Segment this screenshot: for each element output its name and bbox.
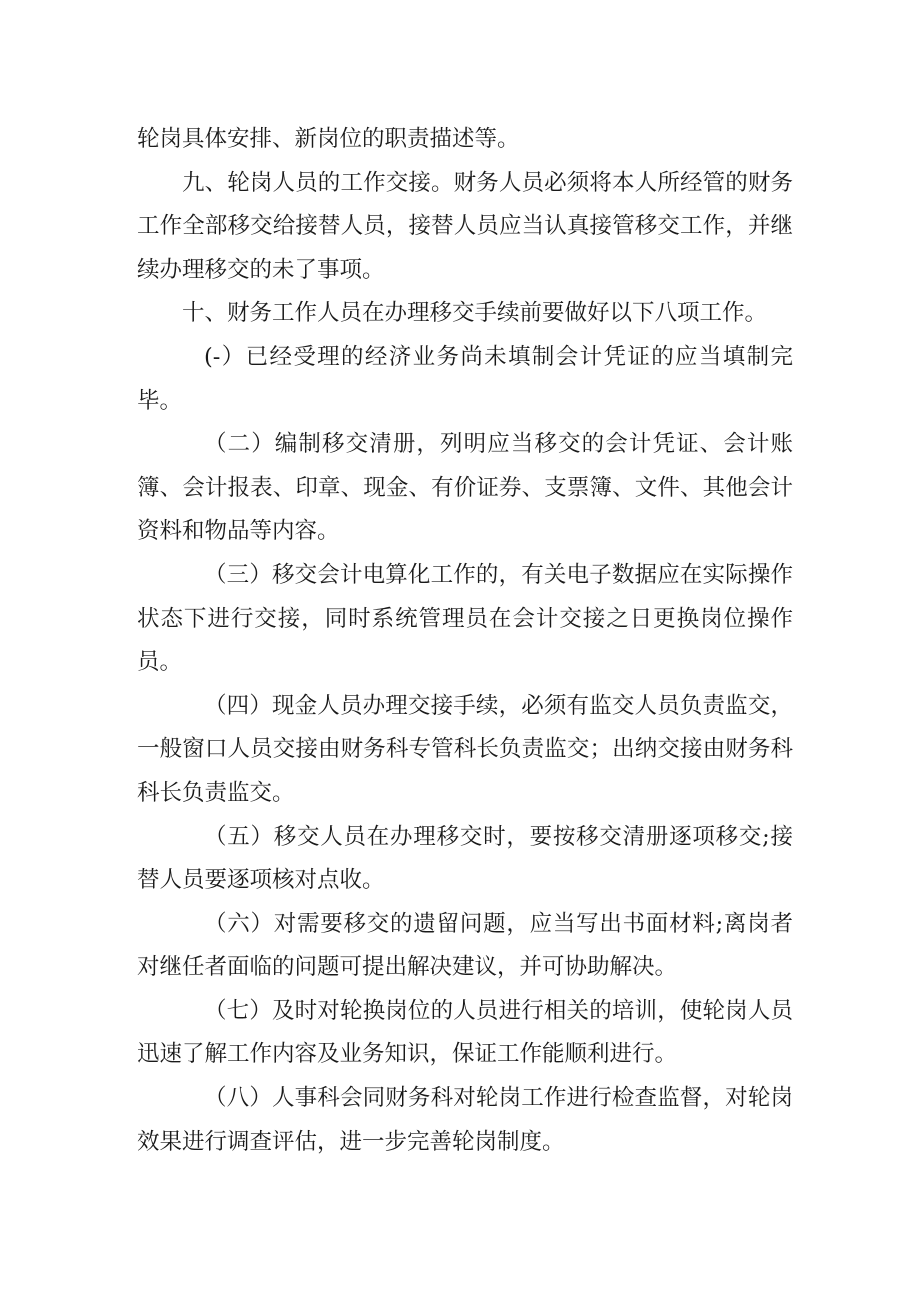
paragraph-subitem-5: （五）移交人员在办理移交时，要按移交清册逐项移交;接替人员要逐项核对点收。 — [137, 823, 793, 894]
paragraph-subitem-7: （七）及时对轮换岗位的人员进行相关的培训，使轮岗人员迅速了解工作内容及业务知识，保证工作能顺利进行。 — [137, 997, 793, 1068]
paragraph-item-10: 十、财务工作人员在办理移交手续前要做好以下八项工作。 — [182, 300, 768, 327]
paragraph-subitem-8: （八）人事科会同财务科对轮岗工作进行检查监督，对轮岗效果进行调查评估，进一步完善轮岗制度。 — [137, 1085, 793, 1155]
paragraph-subitem-2: （二）编制移交清册，列明应当移交的会计凭证、会计账簿、会计报表、印章、现金、有价证券、支票簿、文件、其他会计资料和物品等内容。 — [137, 431, 793, 545]
paragraph-subitem-1: (-）已经受理的经济业务尚未填制会计凭证的应当填制完毕。 — [137, 343, 793, 414]
paragraph-subitem-6: （六）对需要移交的遗留问题，应当写出书面材料;离岗者对继任者面临的问题可提出解决建议，并可协助解决。 — [137, 910, 793, 981]
paragraph-subitem-4: （四）现金人员办理交接手续，必须有监交人员负责监交，一般窗口人员交接由财务科专管科长负责监交；出纳交接由财务科科长负责监交。 — [137, 692, 793, 806]
paragraph-continued: 轮岗具体安排、新岗位的职责描述等。 — [137, 126, 520, 152]
paragraph-subitem-3: （三）移交会计电算化工作的，有关电子数据应在实际操作状态下进行交接，同时系统管理员在会计交接之日更换岗位操作员。 — [137, 561, 793, 676]
document-body — [137, 118, 793, 1164]
paragraph-item-9: 九、轮岗人员的工作交接。财务人员必须将本人所经管的财务工作全部移交给接替人员，接替人员应当认真接管移交工作，并继续办理移交的未了事项。 — [137, 169, 793, 283]
